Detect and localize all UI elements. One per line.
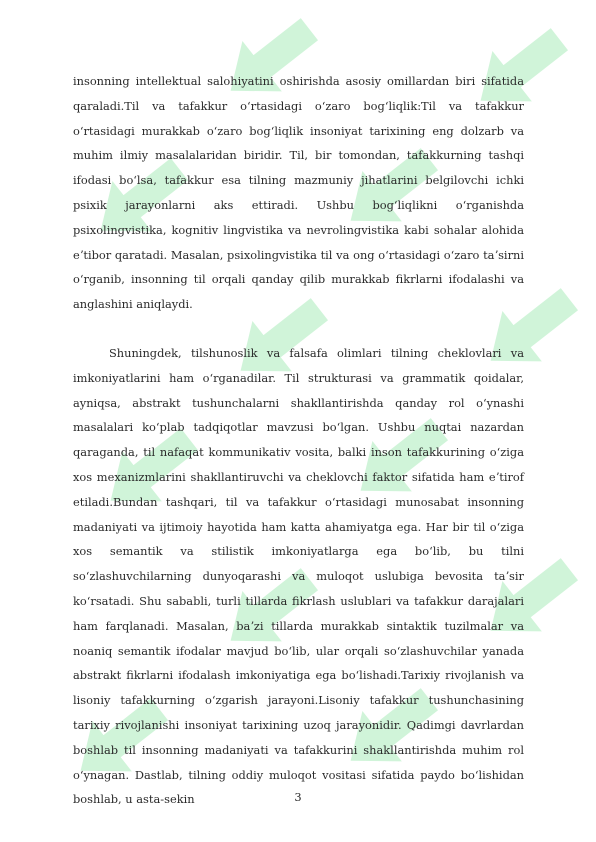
paragraph: Shuningdek, tilshunoslik va falsafa olimlari tilning cheklovlari va imkoniyatlarini ham oʻrganadilar. Til strukturasi va grammatik qoidalar, ayniqsa, abstrakt tushunchalarni shakllantirishda qanday rol oʻynashi masalalari koʻplab tadqiqotlar mavzusi boʻlgan. Ushbu nuqtai nazardan qaraganda, til nafaqat kommunikativ vosita, balki inson tafakkurining oʻziga xos mexanizmlarini shakllantiruvchi va cheklovchi faktor sifatida ham eʼtirof etiladi.Bundan tashqari, til va tafakkur oʻrtasidagi munosabat insonning madaniyati va ijtimoiy hayotida ham katta ahamiyatga ega. Har bir til oʻziga xos semantik va stilistik imkoniyatlarga ega boʻlib, bu tilni soʻzlashuvchilarning dunyoqarashi va muloqot uslubiga bevosita taʼsir koʻrsatadi. Shu sababli, turli tillarda fikrlash uslublari va tafakkur darajalari ham farqlanadi. Masalan, baʼzi tillarda murakkab sintaktik tuzilmalar va noaniq semantik ifodalar mavjud boʻlib, ular orqali soʻzlashuvchilar yanada abstrakt fikrlarni ifodalash imkoniyatiga ega boʻlishadi.Tarixiy rivojlanish va lisoniy tafakkurning oʻzgarish jarayoni.Lisoniy tafakkur tushunchasining tarixiy rivojlanishi insoniyat tarixining uzoq jarayonidir. Qadimgi davrlardan boshlab til insonning madaniyati va tafakkurini shakllantirishda muhim rol oʻynagan. Dastlab, tilning oddiy muloqot vositasi sifatida paydo boʻlishidan boshlab, u asta-sekin	[73, 345, 524, 807]
body-text	[73, 69, 524, 812]
paragraph: insonning intellektual salohiyatini oshirishda asosiy omillardan biri sifatida qaraladi.Til va tafakkur oʻrtasidagi oʻzaro bogʻliqlik:Til va tafakkur oʻrtasidagi murakkab oʻzaro bogʻliqlik insoniyat tarixining eng dolzarb va muhim ilmiy masalalaridan biridir. Til, bir tomondan, tafakkurning tashqi ifodasi boʻlsa, tafakkur esa tilning mazmuniy jihatlarini belgilovchi ichki psixik jarayonlarni aks ettiradi. Ushbu bogʻliqlikni oʻrganishda psixolingvistika, kognitiv lingvistika va nevrolingvistika kabi sohalar alohida eʼtibor qaratadi. Masalan, psixolingvistika til va ong oʻrtasidagi oʻzaro taʼsirni oʻrganib, insonning til orqali qanday qilib murakkab fikrlarni ifodalashi va anglashini aniqlaydi.	[73, 74, 524, 312]
page-number: 3	[294, 790, 302, 804]
